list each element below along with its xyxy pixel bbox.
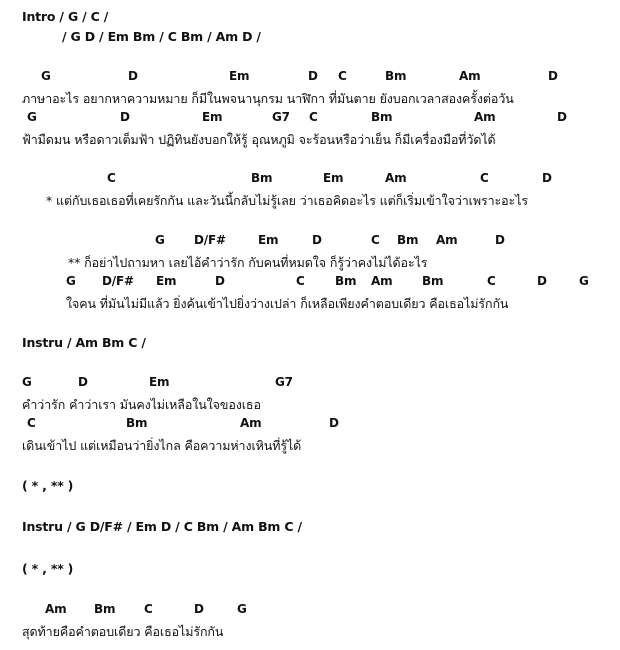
chord: C	[338, 69, 347, 83]
instru-line-1: Instru / Am Bm C /	[22, 335, 146, 350]
chord: D	[194, 602, 204, 616]
outro-chord-row	[0, 602, 620, 618]
chord: C	[107, 171, 116, 185]
intro-line-1: Intro / G / C /	[22, 9, 109, 24]
chord: Bm	[371, 110, 393, 124]
chord: Em	[229, 69, 250, 83]
chorus2-lyric-1: ** ก็อย่าไปถามหา เลยไอ้คำว่ารัก กับคนที่หมดใจ ก็รู้ว่าคงไม่ได้อะไร	[68, 255, 428, 270]
chord: C	[480, 171, 489, 185]
repeat-marker-2: ( * , ** )	[22, 561, 74, 576]
verse1-lyric-1: ภาษาอะไร อยากหาความหมาย ก็มีในพจนานุกรม นาฬิกา ที่มันตาย ยังบอกเวลาสองครั้งต่อวัน	[22, 91, 514, 106]
chord: Am	[240, 416, 262, 430]
verse2-lyric-2: เดินเข้าไป แต่เหมือนว่ายิ่งไกล คือความห่างเหินที่รู้ได้	[22, 438, 302, 453]
chord: G7	[275, 375, 293, 389]
chord: C	[27, 416, 36, 430]
chord: D	[495, 233, 505, 247]
chord: Em	[149, 375, 170, 389]
chord: Bm	[422, 274, 444, 288]
chord: G	[66, 274, 76, 288]
chord: D	[542, 171, 552, 185]
chord: Em	[258, 233, 279, 247]
chord: G	[41, 69, 51, 83]
chord: Am	[385, 171, 407, 185]
verse1-lyric-2: ฟ้ามืดมน หรือดาวเต็มฟ้า ปฏิทินยังบอกให้รู้ อุณหภูมิ จะร้อนหรือว่าเย็น ก็มีเครื่องมือที่วัดได้	[22, 132, 496, 147]
verse1-chord-row-1	[0, 69, 620, 85]
chord: Em	[323, 171, 344, 185]
chord: G7	[272, 110, 290, 124]
chord: Am	[459, 69, 481, 83]
chord: D	[308, 69, 318, 83]
chord: G	[237, 602, 247, 616]
chord: Am	[436, 233, 458, 247]
verse2-lyric-1: คำว่ารัก คำว่าเรา มันคงไม่เหลือในใจของเธอ	[22, 397, 261, 412]
chorus2-chord-row-2	[0, 274, 620, 290]
chord: D	[548, 69, 558, 83]
chord: Bm	[126, 416, 148, 430]
chord: D	[312, 233, 322, 247]
chord: Bm	[397, 233, 419, 247]
chord: C	[296, 274, 305, 288]
chord: C	[487, 274, 496, 288]
chord: Em	[202, 110, 223, 124]
chord: Am	[474, 110, 496, 124]
instru-line-2: Instru / G D/F# / Em D / C Bm / Am Bm C /	[22, 519, 302, 534]
chord: C	[371, 233, 380, 247]
chord: G	[27, 110, 37, 124]
chord: Bm	[251, 171, 273, 185]
chord: C	[144, 602, 153, 616]
chord: G	[579, 274, 589, 288]
chord: D	[537, 274, 547, 288]
chorus1-chord-row	[0, 171, 620, 187]
chorus2-lyric-2: ใจคน ที่มันไม่มีแล้ว ยิ่งค้นเข้าไปยิ่งว่างเปล่า ก็เหลือเพียงคำตอบเดียว คือเธอไม่รักกัน	[66, 296, 509, 311]
chord: G	[155, 233, 165, 247]
chord: D	[557, 110, 567, 124]
verse2-chord-row-2	[0, 416, 620, 432]
intro-line-2: / G D / Em Bm / C Bm / Am D /	[62, 29, 261, 44]
chorus2-chord-row-1	[0, 233, 620, 249]
chord: C	[309, 110, 318, 124]
verse1-chord-row-2	[0, 110, 620, 126]
verse2-chord-row-1	[0, 375, 620, 391]
chord: D	[215, 274, 225, 288]
chord: Am	[371, 274, 393, 288]
chord: Bm	[94, 602, 116, 616]
chord: D	[120, 110, 130, 124]
chord: Am	[45, 602, 67, 616]
chord: D	[128, 69, 138, 83]
chord: D/F#	[194, 233, 226, 247]
chorus1-lyric: * แต่กับเธอเธอที่เคยรักกัน และวันนี้กลับไม่รู้เลย ว่าเธอคิดอะไร แต่ก็เริ่มเข้าใจว่าเพราะอะไร	[46, 193, 528, 208]
chord: Bm	[385, 69, 407, 83]
chord: D	[329, 416, 339, 430]
chord: Em	[156, 274, 177, 288]
outro-lyric: สุดท้ายคือคำตอบเดียว คือเธอไม่รักกัน	[22, 624, 224, 639]
chord: Bm	[335, 274, 357, 288]
chord: D/F#	[102, 274, 134, 288]
chord: D	[78, 375, 88, 389]
repeat-marker-1: ( * , ** )	[22, 478, 74, 493]
chord: G	[22, 375, 32, 389]
